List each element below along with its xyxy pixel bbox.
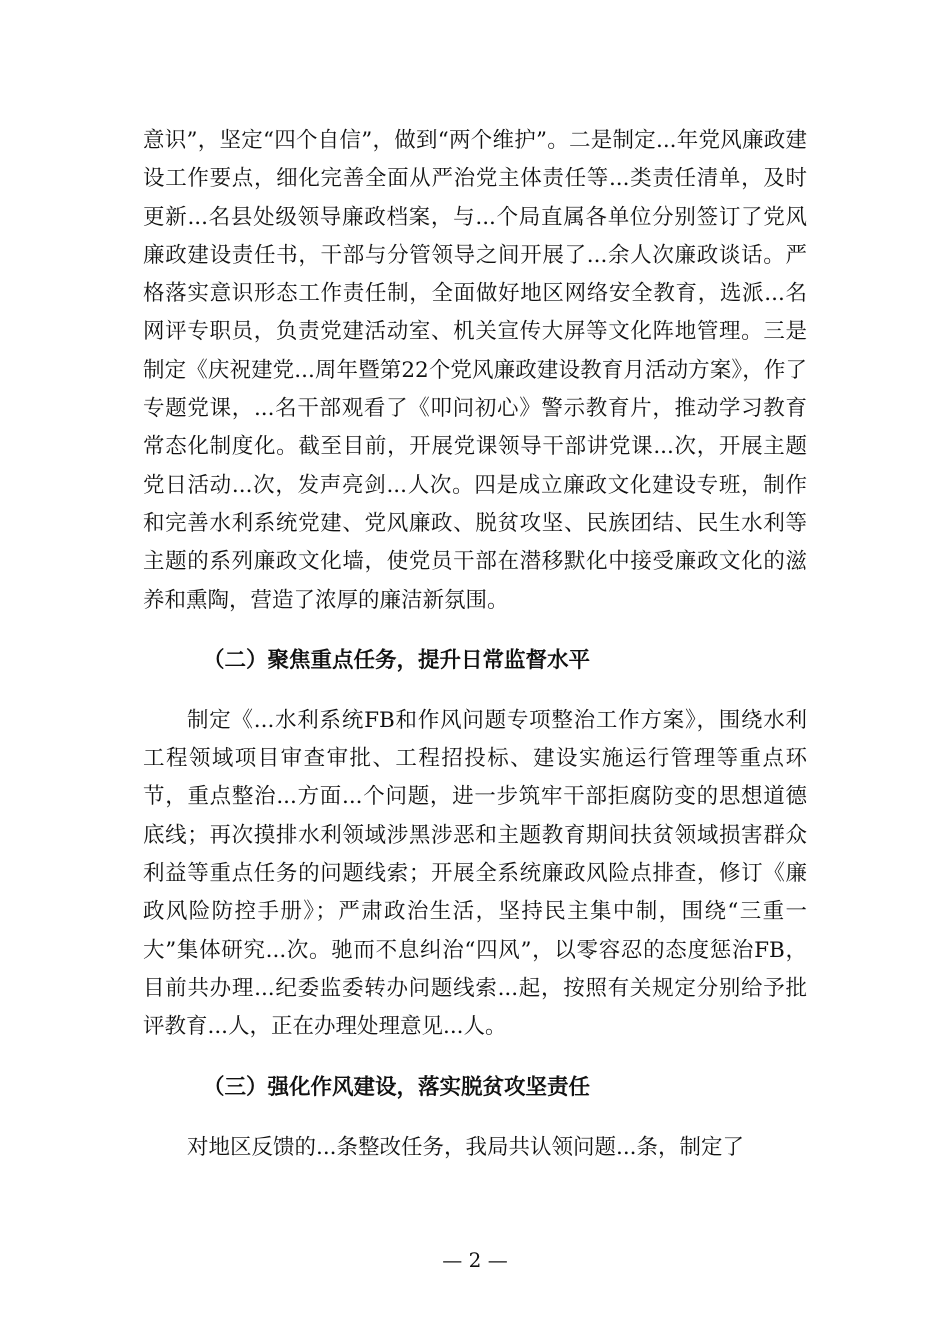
body-paragraph-2: 制定《...水利系统FB和作风问题专项整治工作方案》，围绕水利工程领域项目审查审批、工程招投标、建设实施运行管理等重点环节，重点整治...方面...个问题，进一步筑牢干部拒腐防变的思想道德底线；再次摸排水利领域涉黑涉恶和主题教育期间扶贫领域损害群众利益等重点任务的问题线索；开展全系统廉政风险点排查，修订《廉政风险防控手册》；严肃政治生活，坚持民主集中制，围绕“三重一大”集体研究...次。驰而不息纠治“四风”，以零容忍的态度惩治FB，目前共办理...纪委监委转办问题线索...起，按照有关规定分别给予批评教育...人，正在办理处理意见...人。 — [143, 707, 807, 1040]
document-body — [143, 122, 807, 1167]
body-paragraph-3: 对地区反馈的...条整改任务，我局共认领问题...条，制定了 — [187, 1134, 745, 1160]
section-heading-3: （三）强化作风建设，落实脱贫攻坚责任 — [203, 1074, 591, 1100]
section-heading-2: （二）聚焦重点任务，提升日常监督水平 — [203, 647, 591, 673]
page-number: — 2 — — [442, 1248, 508, 1272]
body-paragraph-1: 意识”，坚定“四个自信”，做到“两个维护”。二是制定...年党风廉政建设工作要点，细化完善全面从严治党主体责任等...类责任清单，及时更新...名县处级领导廉政档案，与...个局直属各单位分别签订了党风廉政建设责任书，干部与分管领导之间开展了...余人次廉政谈话。严格落实意识形态工作责任制，全面做好地区网络安全教育，选派...名网评专职员，负责党建活动室、机关宣传大屏等文化阵地管理。三是制定《庆祝建党...周年暨第22个党风廉政建设教育月活动方案》，作了专题党课，...名干部观看了《叩问初心》警示教育片，推动学习教育常态化制度化。截至目前，开展党课领导干部讲党课...次，开展主题党日活动...次，发声亮剑...人次。四是成立廉政文化建设专班，制作和完善水利系统党建、党风廉政、脱贫攻坚、民族团结、民生水利等主题的系列廉政文化墙，使党员干部在潜移默化中接受廉政文化的滋养和熏陶，营造了浓厚的廉洁新氛围。 — [143, 128, 807, 613]
